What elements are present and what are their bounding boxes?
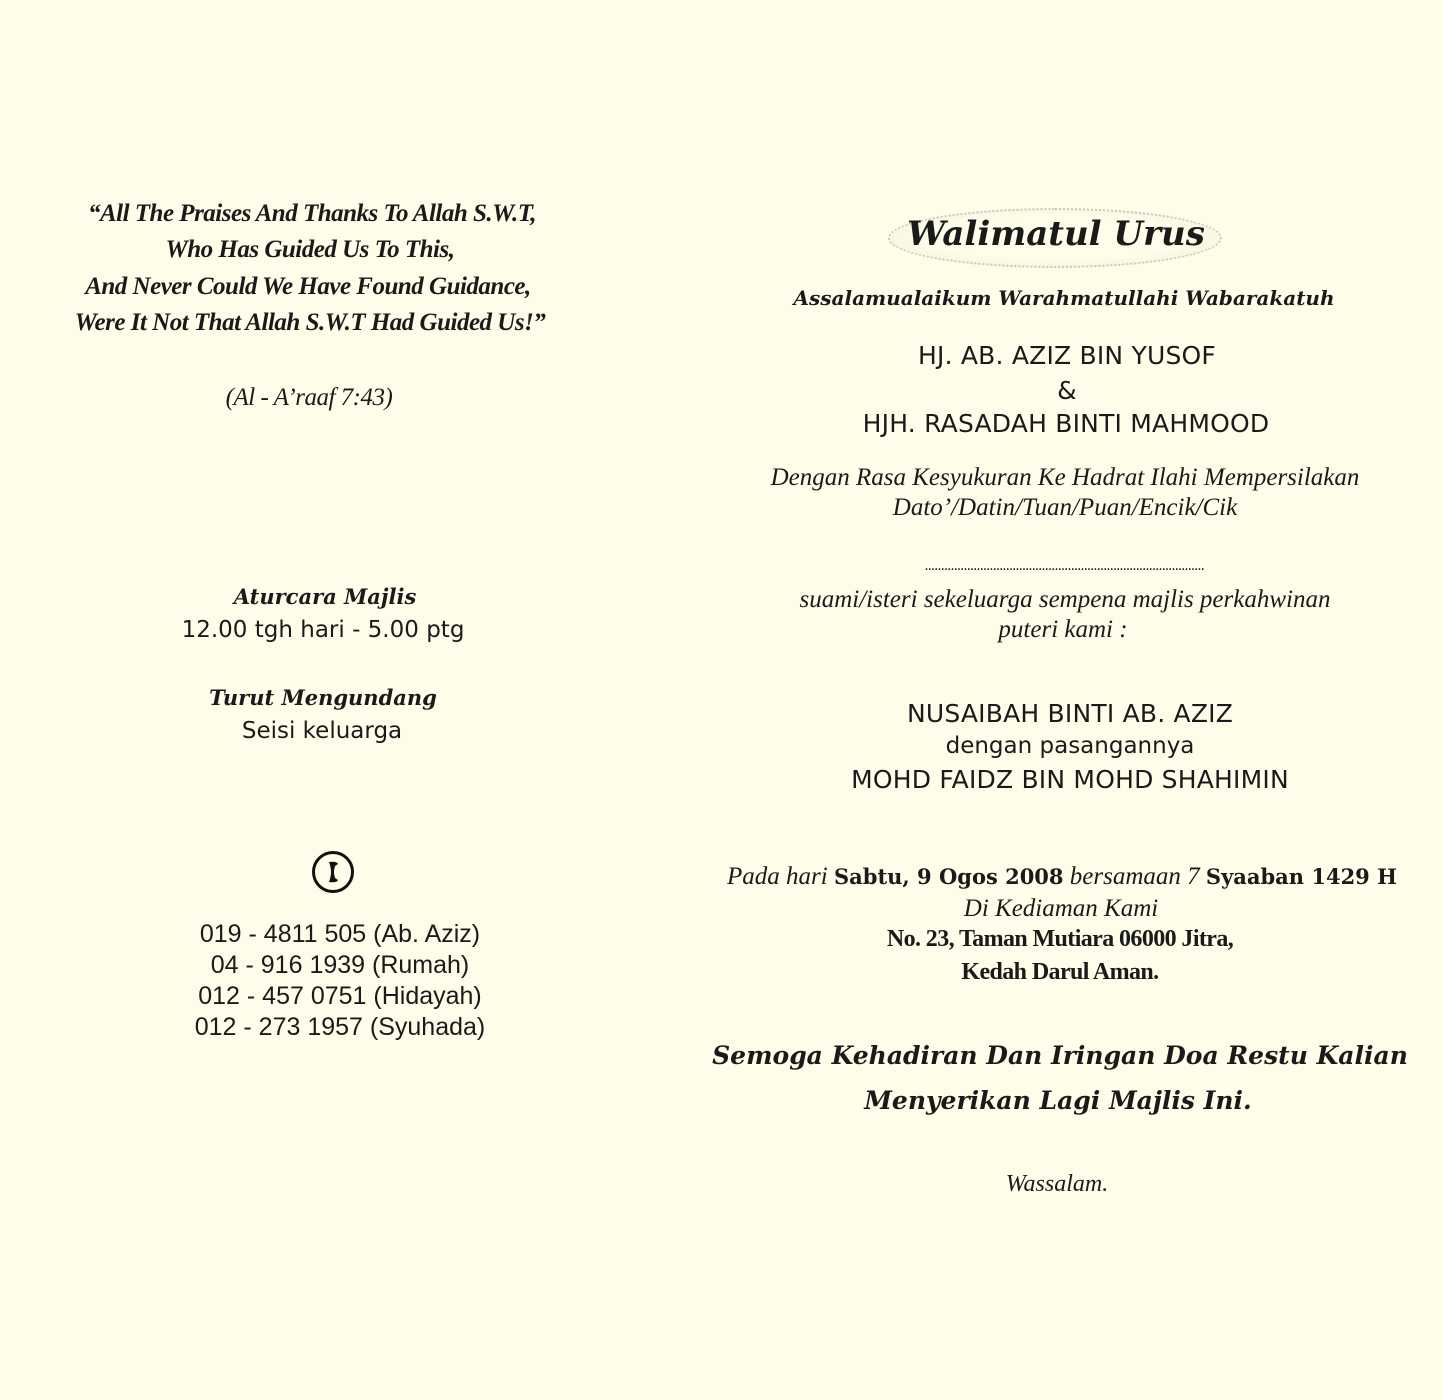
greeting: Assalamualaikum Warahmatullahi Wabarakatuh: [793, 286, 1335, 310]
family-line: puteri kami :: [998, 616, 1128, 643]
date-mid: bersamaan 7: [1069, 863, 1200, 890]
venue-intro: Di Kediaman Kami: [963, 895, 1159, 922]
quote-citation: (Al - A’raaf 7:43): [225, 384, 393, 411]
quote-line: And Never Could We Have Found Guidance,: [85, 273, 531, 300]
inviting-heading: Turut Mengundang: [209, 685, 437, 710]
date-prefix: Pada hari: [727, 863, 828, 890]
host-father: HJ. AB. AZIZ BIN YUSOF: [918, 341, 1216, 370]
quote-line: Who Has Guided Us To This,: [165, 236, 455, 263]
invitation-title: Walimatul Urus: [907, 214, 1205, 254]
blessing-line: Semoga Kehadiran Dan Iringan Doa Restu Kalian: [712, 1041, 1408, 1070]
phone-entry: 019 - 4811 505 (Ab. Aziz): [199, 920, 481, 948]
invite-titles: Dato’/Datin/Tuan/Puan/Encik/Cik: [892, 494, 1238, 521]
quote-line: Were It Not That Allah S.W.T Had Guided Us!”: [74, 309, 546, 336]
phone-entry: 04 - 916 1939 (Rumah): [210, 951, 470, 979]
schedule-time: 12.00 tgh hari - 5.00 ptg: [181, 617, 465, 643]
phone-entry: 012 - 457 0751 (Hidayah): [198, 982, 482, 1010]
bride-name: NUSAIBAH BINTI AB. AZIZ: [906, 699, 1234, 728]
telephone-icon: [312, 851, 354, 893]
quote-line: “All The Praises And Thanks To Allah S.W.T,: [87, 200, 537, 227]
with-partner: dengan pasangannya: [945, 733, 1195, 759]
groom-name: MOHD FAIDZ BIN MOHD SHAHIMIN: [851, 765, 1289, 794]
date-line: [727, 863, 1397, 891]
inviting-value: Seisi keluarga: [241, 718, 403, 744]
phone-entry: 012 - 273 1957 (Syuhada): [194, 1013, 486, 1041]
address-line: No. 23, Taman Mutiara 06000 Jitra,: [886, 926, 1234, 952]
schedule-heading: Aturcara Majlis: [233, 584, 417, 609]
date-gregorian: Sabtu, 9 Ogos 2008: [833, 864, 1064, 889]
invite-line: Dengan Rasa Kesyukuran Ke Hadrat Ilahi Mempersilakan: [770, 464, 1360, 491]
guest-name-blank: ......................................................................................: [924, 558, 1204, 574]
ampersand: &: [1057, 376, 1077, 405]
family-line: suami/isteri sekeluarga sempena majlis perkahwinan: [799, 586, 1331, 613]
blessing-line: Menyerikan Lagi Majlis Ini.: [864, 1086, 1252, 1115]
date-hijri: Syaaban 1429 H: [1205, 864, 1397, 889]
address-line: Kedah Darul Aman.: [961, 959, 1159, 985]
closing: Wassalam.: [1005, 1171, 1109, 1197]
host-mother: HJH. RASADAH BINTI MAHMOOD: [862, 409, 1270, 438]
